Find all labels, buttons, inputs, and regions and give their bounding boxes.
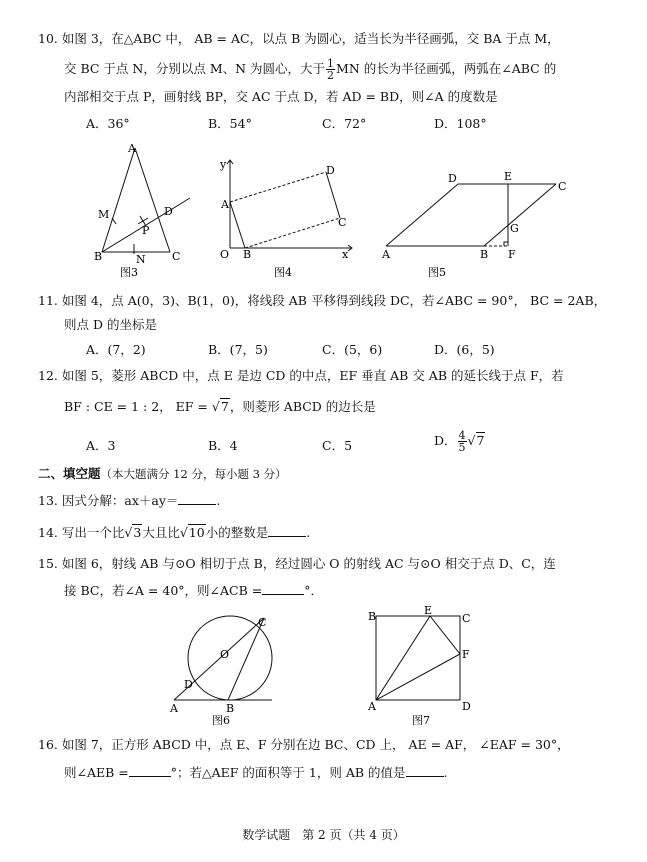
fig4-caption: 图4 (274, 266, 292, 279)
q15-text-1: 如图 6，射线 AB 与⊙O 相切于点 B，经过圆心 O 的射线 AC 与⊙O 相交于点 D、C，连 (61, 556, 556, 571)
q12-option-d-den: 5 (458, 441, 466, 454)
q12-line2 (64, 398, 376, 416)
fig6-label-b: B (226, 702, 235, 715)
q16-answer-blank-1[interactable] (129, 764, 171, 777)
q10-text-1: 如图 3，在△ABC 中， AB = AC，以点 B 为圆心，适当长为半径画弧，交 BA 于点 M， (61, 31, 560, 46)
fig5-label-f: F (508, 248, 516, 261)
fig4-label-x: x (342, 248, 349, 261)
q10-option-c: C．72° (322, 116, 367, 131)
fig5-label-c: C (558, 180, 567, 193)
q11-number: 11. (38, 293, 58, 308)
q11-option-c: C．(5，6) (322, 342, 383, 357)
q14-text-c: 小的整数是 (205, 525, 269, 540)
fig5-label-e: E (504, 170, 513, 183)
q16-text-2a: 则∠AEB = (64, 765, 129, 780)
q12-option-d-sqrt: √7 (467, 433, 485, 448)
fig3-label-c: C (172, 250, 181, 263)
page-footer: 数学试题 第 2 页（共 4 页） (242, 828, 405, 842)
section2-title: 二、填空题 (38, 466, 101, 481)
q12-text-2a: BF : CE = 1 : 2， EF = (64, 399, 208, 414)
q11-text-2: 则点 D 的坐标是 (64, 317, 157, 332)
q16-text-2b: °；若△AEF 的面积等于 1，则 AB 的值是 (170, 765, 406, 780)
q12-option-a: A．3 (86, 438, 116, 453)
fig3-label-d: D (164, 205, 173, 218)
q10-option-a: A．36° (86, 116, 130, 131)
fig7-label-c: C (462, 612, 471, 625)
q15-text-2a: 接 BC，若∠A = 40°，则∠ACB = (64, 583, 263, 598)
q13-end: . (216, 493, 221, 508)
q11-text-1: 如图 4，点 A(0，3)、B(1，0)，将线段 AB 平移得到线段 DC，若∠ABC = 90°， BC = 2AB， (61, 293, 607, 308)
q10-option-d: D．108° (434, 116, 487, 131)
q10-text-2a: 交 BC 于点 N，分别以点 M、N 为圆心，大于 (64, 61, 326, 76)
fig4-label-c: C (338, 216, 347, 229)
q12-option-d-radicand: 7 (476, 433, 485, 448)
figure-7 (364, 604, 474, 726)
q12-option-d (434, 430, 485, 453)
fig3-label-n: N (136, 253, 146, 266)
q12-option-b: B．4 (208, 438, 238, 453)
q13-number: 13. (38, 493, 58, 508)
fig7-label-e: E (424, 604, 433, 617)
fig5-label-g: G (510, 222, 519, 235)
q10-option-b: B．54° (208, 116, 252, 131)
q11-option-a: A．(7，2) (86, 342, 146, 357)
q10-frac-num: 1 (327, 57, 335, 70)
q15-text-2b: °． (304, 583, 323, 598)
q16-number: 16. (38, 737, 58, 752)
fig5-label-d: D (448, 172, 457, 185)
q12-option-d-num: 4 (458, 429, 466, 442)
fig5-caption: 图5 (428, 266, 446, 279)
q12-line1 (38, 367, 564, 385)
fig6-label-o: O (220, 648, 230, 661)
q13-line (38, 492, 220, 510)
q16-text-1: 如图 7，正方形 ABCD 中，点 E、F 分别在边 BC、CD 上， AE = AF， ∠EAF = 30°， (61, 737, 570, 752)
q12-number: 12. (38, 368, 58, 383)
fig6-label-a: A (170, 702, 178, 715)
q12-option-d-fraction (458, 430, 467, 453)
fig4-label-a: A (221, 198, 229, 211)
q16-end: . (443, 765, 448, 780)
fig7-label-d: D (462, 700, 471, 713)
q15-line2 (64, 582, 323, 600)
q10-frac-den: 2 (327, 69, 335, 82)
q14-number: 14. (38, 525, 58, 540)
fig6-caption: 图6 (212, 714, 230, 726)
q16-line1 (38, 736, 570, 754)
fig6-label-c: C (258, 616, 267, 629)
q14-radicand-2: 10 (188, 525, 205, 540)
q10-fraction (326, 58, 335, 81)
fig4-label-y: y (220, 158, 227, 171)
figure-3 (90, 140, 200, 280)
q15-line1 (38, 555, 556, 573)
fig3-label-b: B (94, 250, 103, 263)
q12-sqrt-radicand: 7 (220, 399, 229, 414)
q11-option-b: B．(7，5) (208, 342, 268, 357)
fig7-label-a: A (368, 700, 376, 713)
q14-answer-blank[interactable] (268, 524, 306, 537)
q12-sqrt: √7 (211, 399, 229, 414)
q10-number: 10. (38, 31, 58, 46)
q10-line2 (64, 58, 556, 81)
fig5-label-b: B (480, 248, 489, 261)
q14-sqrt-2: √10 (179, 525, 205, 540)
fig3-caption: 图3 (120, 266, 138, 279)
figure-5 (378, 168, 574, 280)
q12-option-d-prefix: D． (434, 433, 457, 448)
fig7-label-f: F (462, 648, 470, 661)
q16-answer-blank-2[interactable] (406, 764, 444, 777)
q14-text-a: 写出一个比 (61, 525, 125, 540)
figure-6 (168, 604, 288, 726)
q10-line1 (38, 30, 560, 48)
section2-header (38, 465, 287, 483)
fig4-label-d: D (326, 164, 335, 177)
fig7-caption: 图7 (412, 714, 430, 726)
q10-text-2b: MN 的长为半径画弧，两弧在∠ABC 的 (336, 61, 557, 76)
q14-text-b: 大且比 (142, 525, 180, 540)
fig4-label-o: O (220, 248, 230, 261)
q11-line1 (38, 292, 606, 310)
q14-end: . (306, 525, 311, 540)
section2-note: （本大题满分 12 分，每小题 3 分） (100, 467, 287, 481)
q15-number: 15. (38, 556, 58, 571)
fig6-label-d: D (184, 678, 193, 691)
q12-option-c: C．5 (322, 438, 353, 453)
fig3-label-m: M (98, 208, 110, 221)
q15-answer-blank[interactable] (262, 582, 304, 595)
fig3-label-p: P (142, 224, 150, 237)
q10-text-3: 内部相交于点 P，画射线 BP，交 AC 于点 D，若 AD = BD，则∠A 的度数是 (64, 89, 498, 104)
figure-4 (214, 152, 360, 280)
q12-text-1: 如图 5，菱形 ABCD 中，点 E 是边 CD 的中点，EF 垂直 AB 交 AB 的延长线于点 F，若 (61, 368, 564, 383)
fig7-label-b: B (368, 610, 377, 623)
q16-line2 (64, 764, 448, 782)
fig3-label-a: A (128, 142, 136, 155)
fig5-label-a: A (382, 248, 390, 261)
q12-text-2b: ，则菱形 ABCD 的边长是 (229, 399, 376, 414)
q14-line (38, 524, 310, 542)
q13-text: 因式分解：ax＋ay＝ (61, 493, 179, 508)
q14-radicand-1: 3 (133, 525, 142, 540)
q14-sqrt-1: √3 (124, 525, 142, 540)
q13-answer-blank[interactable] (178, 492, 216, 505)
q11-option-d: D．(6，5) (434, 342, 495, 357)
fig4-label-b: B (243, 248, 252, 261)
